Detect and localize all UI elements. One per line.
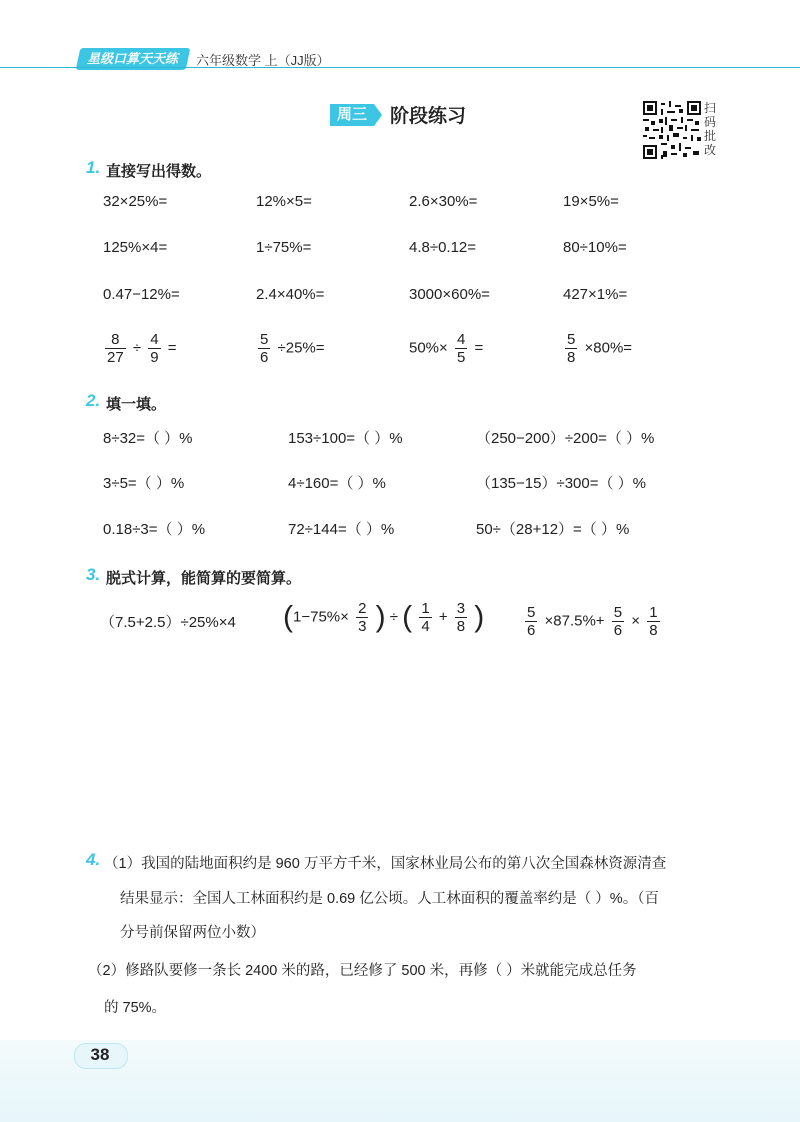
page-title: 阶段练习 [390, 106, 467, 127]
q2-number: 2. [86, 391, 101, 410]
q1-r1-c1: 32×25%= [103, 193, 168, 210]
q1-r3-c3: 3000×60%= [409, 286, 490, 303]
q1-r1-c3: 2.6×30%= [409, 193, 478, 210]
fraction: $\frac{5}{6}$ [260, 331, 269, 366]
q1-r2-c4: 80÷10%= [563, 239, 627, 256]
q4-line-2[interactable]: 结果显示：全国人工林面积约是 0.69 亿公顷。人工林面积的覆盖率约是（ ）%。（百 [120, 891, 659, 907]
q4-line-1: （1）我国的陆地面积约是 960 万平方千米，国家林业局公布的第八次全国森林资源清查 [104, 856, 667, 872]
q4-line-4[interactable]: （2）修路队要修一条长 2400 米的路，已经修了 500 米，再修（ ）米就能完成总任务 [88, 963, 637, 979]
fraction: $\frac{1}{4}$ [421, 600, 430, 635]
q1-r1-c2: 12%×5= [256, 193, 312, 210]
q1-frac-item-a: $\frac{8}{27}$ ÷ $\frac{4}{9}$ = [107, 331, 177, 366]
q4-line-3: 分号前保留两位小数） [120, 925, 265, 941]
q2-r3-c2[interactable]: 72÷144=（ ）% [288, 521, 395, 538]
q1-number: 1. [86, 158, 101, 177]
badge-arrow-icon [374, 104, 382, 126]
book-subtitle: 六年级数学 上（JJ版） [196, 53, 330, 68]
q2-r1-c2[interactable]: 153÷100=（ ）% [288, 430, 403, 447]
fraction: $\frac{2}{3}$ [358, 600, 367, 635]
q2-r1-c1[interactable]: 8÷32=（ ）% [103, 430, 193, 447]
q1-frac-item-b: $\frac{5}{6}$ ÷25%= [260, 331, 325, 366]
fraction: $\frac{4}{9}$ [150, 331, 159, 366]
fraction: $\frac{5}{6}$ [527, 604, 536, 639]
page-number: 38 [90, 1045, 110, 1064]
fraction: $\frac{8}{27}$ [107, 331, 124, 366]
q1-r3-c2: 2.4×40%= [256, 286, 325, 303]
q1-r1-c4: 19×5%= [563, 193, 619, 210]
q1-r3-c4: 427×1%= [563, 286, 628, 303]
q1-r2-c1: 125%×4= [103, 239, 168, 256]
q2-r2-c3[interactable]: （135−15）÷300=（ ）% [476, 475, 646, 492]
q3-expr-1: （7.5+2.5）÷25%×4 [100, 614, 236, 631]
fraction: $\frac{3}{8}$ [456, 600, 466, 635]
fraction: $\frac{4}{5}$ [456, 331, 466, 366]
q2-r3-c1[interactable]: 0.18÷3=（ ）% [103, 521, 206, 538]
q2-r2-c2[interactable]: 4÷160=（ ）% [288, 475, 386, 492]
header-rule [0, 67, 800, 68]
q1-r2-c3: 4.8÷0.12= [409, 239, 477, 256]
q2-r2-c1[interactable]: 3÷5=（ ）% [103, 475, 185, 492]
q1-r3-c1: 0.47−12%= [103, 286, 180, 303]
q3-number: 3. [86, 565, 101, 584]
q4-line-5: 的 75%。 [104, 1000, 167, 1016]
q1-title: 直接写出得数。 [106, 163, 212, 180]
series-label: 星级口算天天练 [87, 51, 179, 66]
q1-r2-c2: 1÷75%= [256, 239, 312, 256]
day-badge: 周三 [330, 104, 374, 126]
qr-caption: 扫码批改 [704, 101, 717, 157]
q1-frac-item-c: 50%× $\frac{4}{5}$ = [409, 331, 484, 366]
q3-expr-2: (1−75%× $\frac{2}{3}$ ) ÷ ( $\frac{1}{4}$ + $\frac{3}{8}$ ) [283, 600, 485, 635]
q3-expr-3: $\frac{5}{6}$ ×87.5%+ $\frac{5}{6}$ × $\frac{1}{8}$ [527, 604, 658, 639]
q2-r1-c3[interactable]: （250−200）÷200=（ ）% [476, 430, 655, 447]
q3-title: 脱式计算，能简算的要简算。 [106, 570, 302, 587]
qr-code-icon[interactable] [643, 101, 701, 159]
fraction: $\frac{5}{6}$ [613, 604, 623, 639]
q2-r3-c3[interactable]: 50÷（28+12）=（ ）% [476, 521, 630, 538]
q1-frac-item-d: $\frac{5}{8}$ ×80%= [567, 331, 633, 366]
q4-number: 4. [86, 850, 101, 869]
fraction: $\frac{5}{8}$ [567, 331, 576, 366]
q2-title: 填一填。 [106, 396, 167, 413]
fraction: $\frac{1}{8}$ [649, 604, 658, 639]
